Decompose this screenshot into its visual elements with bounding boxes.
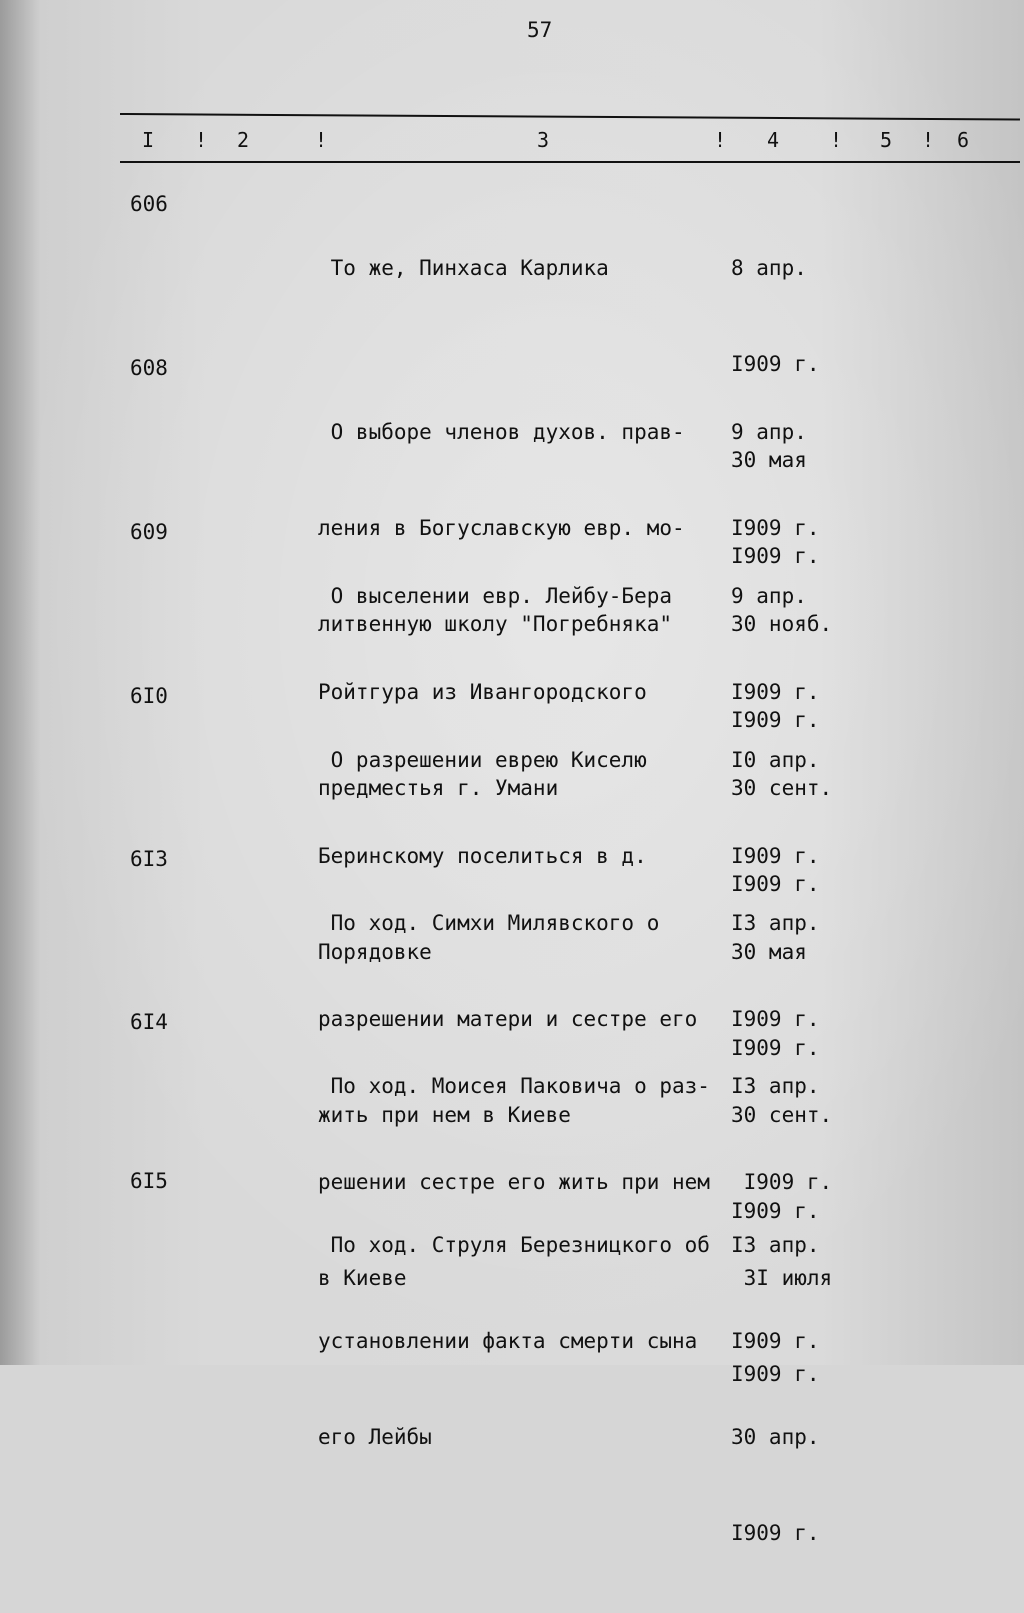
- entry-description-line: О выселении евр. Лейбу-Бера: [318, 584, 673, 608]
- entry-date-line: 3I июля: [731, 1266, 833, 1290]
- header-top-rule: [120, 113, 1020, 120]
- entry-date-line: I909 г.: [731, 844, 820, 868]
- entry-description-line: То же, Пинхаса Карлика: [318, 256, 609, 280]
- page-number: 57: [527, 18, 553, 42]
- entry-description-line: разрешении матери и сестре его: [318, 1007, 698, 1031]
- entry-date-line: 30 сент.: [731, 1103, 833, 1127]
- entry-description-line: жить при нем в Киеве: [318, 1103, 571, 1127]
- entry-date-line: 9 апр.: [731, 420, 807, 444]
- entry-number: 6I5: [130, 1169, 168, 1193]
- header-col-5: 5: [880, 128, 893, 152]
- entry-date-line: I909 г.: [731, 352, 820, 376]
- entry-date-line: I909 г.: [731, 1170, 833, 1194]
- entry-date-line: I909 г.: [731, 680, 820, 704]
- entry-description-line: Беринскому поселиться в д.: [318, 844, 647, 868]
- entry-description-line: его Лейбы: [318, 1425, 432, 1449]
- entry-description-line: в Киеве: [318, 1266, 407, 1290]
- header-sep-4: !: [830, 128, 843, 152]
- entry-description-line: Порядовке: [318, 940, 432, 964]
- entry-date-line: 9 апр.: [731, 584, 807, 608]
- entry-description-line: установлении факта смерти сына: [318, 1329, 698, 1353]
- entry-date-line: I3 апр.: [731, 1074, 820, 1098]
- header-col-3: 3: [537, 128, 550, 152]
- entry-date-line: 30 нояб.: [731, 612, 833, 636]
- entry-date-line: I909 г.: [731, 544, 820, 568]
- entry-date-line: I909 г.: [731, 516, 820, 540]
- entry-date-line: I909 г.: [731, 1199, 820, 1223]
- entry-date-line: 8 апр.: [731, 256, 807, 280]
- entry-description-line: О разрешении еврею Киселю: [318, 748, 647, 772]
- entry-number: 609: [130, 520, 168, 544]
- entry-number: 6I0: [130, 684, 168, 708]
- header-sep-3: !: [714, 128, 727, 152]
- entry-description: [318, 1165, 728, 1517]
- entry-date-line: I909 г.: [731, 1362, 820, 1386]
- entry-number: 606: [130, 192, 168, 216]
- header-sep-5: !: [922, 128, 935, 152]
- column-header-row: [0, 128, 1024, 158]
- entry-date-line: I909 г.: [731, 1329, 820, 1353]
- entry-description-line: По ход. Моисея Паковича о раз-: [318, 1074, 710, 1098]
- entry-description-line: Ройтгура из Ивангородского: [318, 680, 647, 704]
- header-sep-2: !: [315, 128, 328, 152]
- entry-description: [318, 188, 728, 348]
- entry-date-line: I909 г.: [731, 708, 820, 732]
- entry-date-line: 30 сент.: [731, 776, 833, 800]
- header-sep-1: !: [195, 128, 208, 152]
- entry-description-line: По ход. Струля Березницкого об: [318, 1233, 710, 1257]
- entry-date-line: 30 мая: [731, 940, 807, 964]
- entry-date-line: I909 г.: [731, 1036, 820, 1060]
- entry-description-line: О выборе членов духов. прав-: [318, 420, 685, 444]
- entry-number: 6I3: [130, 847, 168, 871]
- entry-date-line: I0 апр.: [731, 748, 820, 772]
- entry-date-line: I3 апр.: [731, 911, 820, 935]
- entry-number: 608: [130, 356, 168, 380]
- entry-description-line: решении сестре его жить при нем: [318, 1170, 710, 1194]
- header-bottom-rule: [120, 161, 1020, 163]
- entry-date-line: I909 г.: [731, 1007, 820, 1031]
- header-col-1: I: [142, 128, 155, 152]
- entry-date-line: I909 г.: [731, 1521, 820, 1545]
- entry-description-line: литвенную школу "Погребняка": [318, 612, 673, 636]
- entry-description-line: ления в Богуславскую евр. мо-: [318, 516, 685, 540]
- entry-date-line: I3 апр.: [731, 1233, 820, 1257]
- entry-date-line: 30 апр.: [731, 1425, 820, 1449]
- header-col-4: 4: [767, 128, 780, 152]
- entry-description-line: По ход. Симхи Милявского о: [318, 911, 660, 935]
- entry-description-line: предместья г. Умани: [318, 776, 559, 800]
- header-col-2: 2: [237, 128, 250, 152]
- entry-number: 6I4: [130, 1010, 168, 1034]
- header-col-6: 6: [957, 128, 970, 152]
- entry-dates: [731, 1165, 851, 1613]
- entry-date-line: 30 мая: [731, 448, 807, 472]
- binding-shadow: [0, 0, 40, 1365]
- entry-date-line: I909 г.: [731, 872, 820, 896]
